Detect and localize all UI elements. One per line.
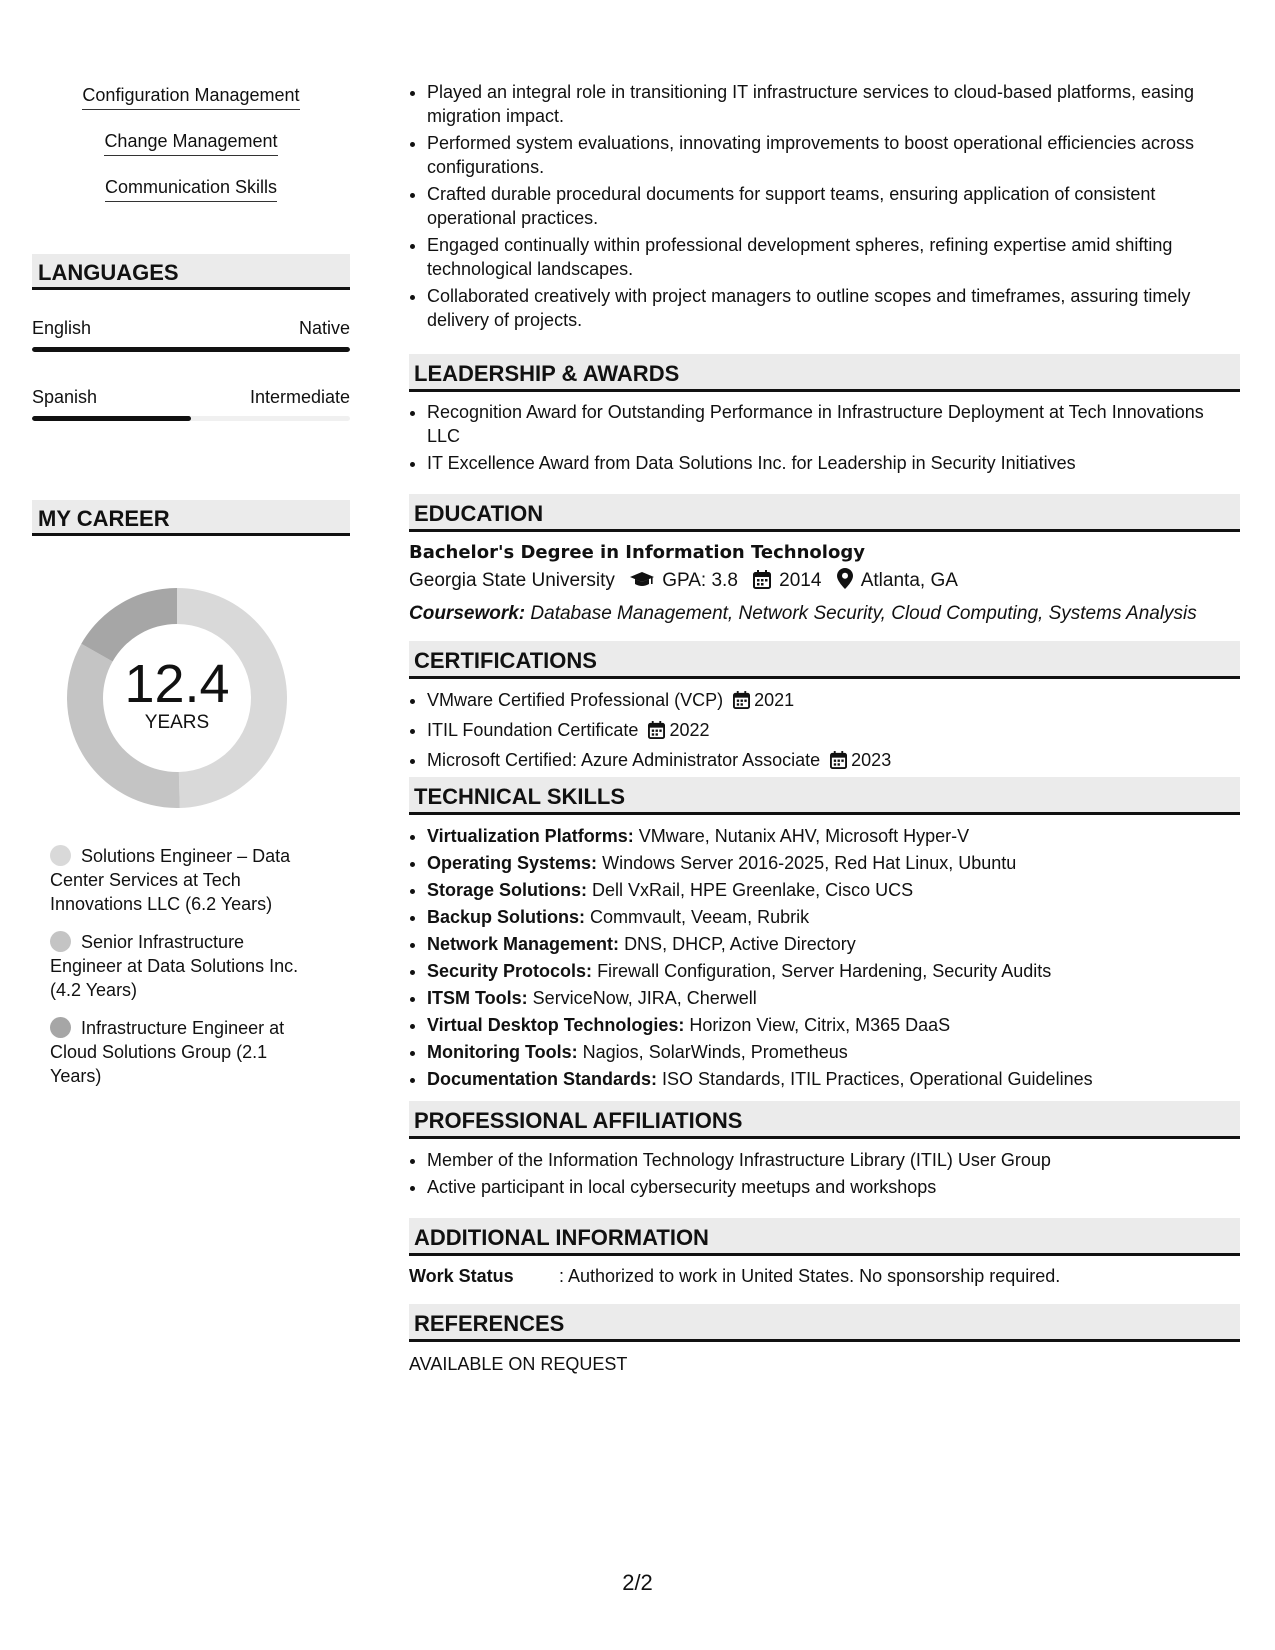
technical-skills-heading: TECHNICAL SKILLS — [409, 777, 1240, 815]
career-heading: MY CAREER — [32, 500, 350, 536]
certification-name: Microsoft Certified: Azure Administrator Associate — [427, 750, 821, 770]
skill-tag: Configuration Management — [82, 84, 299, 110]
certification-year: 2021 — [754, 690, 795, 710]
calendar-icon — [648, 721, 665, 745]
awards-list — [409, 400, 1240, 478]
education-heading: EDUCATION — [409, 494, 1240, 532]
certification-name: ITIL Foundation Certificate — [427, 720, 639, 740]
language-bar — [32, 416, 350, 421]
language-bar — [32, 347, 350, 352]
experience-bullets — [409, 80, 1240, 335]
career-donut — [65, 586, 289, 810]
skill-tag: Communication Skills — [105, 176, 277, 202]
technical-skill: • Backup Solutions: Commvault, Veeam, Rubrik — [427, 905, 1240, 929]
languages-heading: LANGUAGES — [32, 254, 350, 290]
affiliations-list — [409, 1148, 1240, 1202]
technical-skill: • Network Management: DNS, DHCP, Active Directory — [427, 932, 1240, 956]
language-bar-fill — [32, 416, 191, 421]
education-school: Georgia State University — [409, 570, 615, 591]
technical-skills-list — [409, 824, 1240, 1094]
education-coursework — [409, 599, 1240, 629]
work-status-row — [409, 1264, 1240, 1288]
certification-year: 2022 — [669, 720, 710, 740]
work-status-label: Work Status — [409, 1266, 514, 1286]
education-location: Atlanta, GA — [860, 570, 958, 591]
technical-skill: • Virtualization Platforms: VMware, Nutanix AHV, Microsoft Hyper-V — [427, 824, 1240, 848]
award-item: • IT Excellence Award from Data Solutions Inc. for Leadership in Security Initiatives — [427, 451, 1240, 475]
certifications-list — [409, 688, 1240, 778]
education-block — [409, 540, 1240, 629]
references-heading: REFERENCES — [409, 1304, 1240, 1342]
education-degree: Bachelor's Degree in Information Technology — [409, 542, 865, 563]
technical-skill: • Operating Systems: Windows Server 2016-2025, Red Hat Linux, Ubuntu — [427, 851, 1240, 875]
certification-item — [427, 718, 1240, 745]
certification-name: VMware Certified Professional (VCP) — [427, 690, 724, 710]
additional-info-heading: ADDITIONAL INFORMATION — [409, 1218, 1240, 1256]
technical-skill: • Monitoring Tools: Nagios, SolarWinds, Prometheus — [427, 1040, 1240, 1064]
coursework-label: Coursework: — [409, 603, 526, 624]
career-legend-item — [50, 930, 320, 1002]
coursework-text: Database Management, Network Security, Cloud Computing, Systems Analysis — [530, 603, 1197, 624]
skill-tag: Change Management — [104, 130, 277, 156]
language-name: Spanish — [32, 387, 98, 407]
education-gpa: GPA: 3.8 — [662, 570, 738, 591]
calendar-icon — [733, 691, 750, 715]
experience-bullet: • Engaged continually within professional development spheres, refining expertise amid shifting technological landscapes. — [427, 233, 1240, 281]
career-role-label: Senior Infrastructure Engineer at Data Solutions Inc. (4.2 Years) — [50, 932, 299, 1000]
references-text: AVAILABLE ON REQUEST — [409, 1354, 628, 1374]
education-year: 2014 — [779, 570, 822, 591]
affiliation-item: • Active participant in local cybersecurity meetups and workshops — [427, 1175, 1240, 1199]
affiliations-heading: PROFESSIONAL AFFILIATIONS — [409, 1101, 1240, 1139]
career-legend-item — [50, 1016, 320, 1088]
experience-bullet: • Played an integral role in transitioning IT infrastructure services to cloud-based platforms, easing migration impact. — [427, 80, 1240, 128]
language-name: English — [32, 318, 92, 338]
legend-dot-icon — [50, 1017, 71, 1038]
experience-bullet: • Performed system evaluations, innovating improvements to boost operational efficiencies across configurations. — [427, 131, 1240, 179]
certifications-heading: CERTIFICATIONS — [409, 641, 1240, 679]
technical-skill: • Virtual Desktop Technologies: Horizon View, Citrix, M365 DaaS — [427, 1013, 1240, 1037]
career-total-unit: YEARS — [144, 712, 210, 733]
legend-dot-icon — [50, 931, 71, 952]
work-status-value: : Authorized to work in United States. No sponsorship required. — [559, 1266, 1061, 1286]
awards-heading: LEADERSHIP & AWARDS — [409, 354, 1240, 392]
technical-skill: • Storage Solutions: Dell VxRail, HPE Greenlake, Cisco UCS — [427, 878, 1240, 902]
language-level: Intermediate — [249, 387, 350, 407]
technical-skill: • ITSM Tools: ServiceNow, JIRA, Cherwell — [427, 986, 1240, 1010]
career-role-label: Infrastructure Engineer at Cloud Solutions Group (2.1 Years) — [50, 1018, 285, 1086]
technical-skill: • Security Protocols: Firewall Configuration, Server Hardening, Security Audits — [427, 959, 1240, 983]
experience-bullet: • Crafted durable procedural documents for support teams, ensuring application of consistent operational practices. — [427, 182, 1240, 230]
calendar-icon — [830, 751, 847, 775]
calendar-icon — [753, 569, 771, 599]
technical-skill: • Documentation Standards: ISO Standards, ITIL Practices, Operational Guidelines — [427, 1067, 1240, 1091]
career-legend — [50, 844, 320, 1102]
certification-item — [427, 748, 1240, 775]
certification-item — [427, 688, 1240, 715]
experience-bullet: • Collaborated creatively with project managers to outline scopes and timeframes, assuring timely delivery of projects. — [427, 284, 1240, 332]
graduation-cap-icon — [630, 569, 654, 599]
certification-year: 2023 — [851, 750, 892, 770]
award-item: • Recognition Award for Outstanding Performance in Infrastructure Deployment at Tech Innovations LLC — [427, 400, 1240, 448]
education-meta — [409, 566, 1240, 599]
affiliation-item: • Member of the Information Technology Infrastructure Library (ITIL) User Group — [427, 1148, 1240, 1172]
language-bar-fill — [32, 347, 350, 352]
language-level: Native — [298, 318, 350, 338]
career-total-years: 12.4 — [124, 654, 230, 714]
career-role-label: Solutions Engineer – Data Center Services at Tech Innovations LLC (6.2 Years) — [50, 846, 291, 914]
legend-dot-icon — [50, 845, 71, 866]
career-legend-item — [50, 844, 320, 916]
page-number: 2/2 — [622, 1570, 653, 1595]
skills-list — [32, 84, 350, 222]
location-pin-icon — [837, 568, 853, 599]
